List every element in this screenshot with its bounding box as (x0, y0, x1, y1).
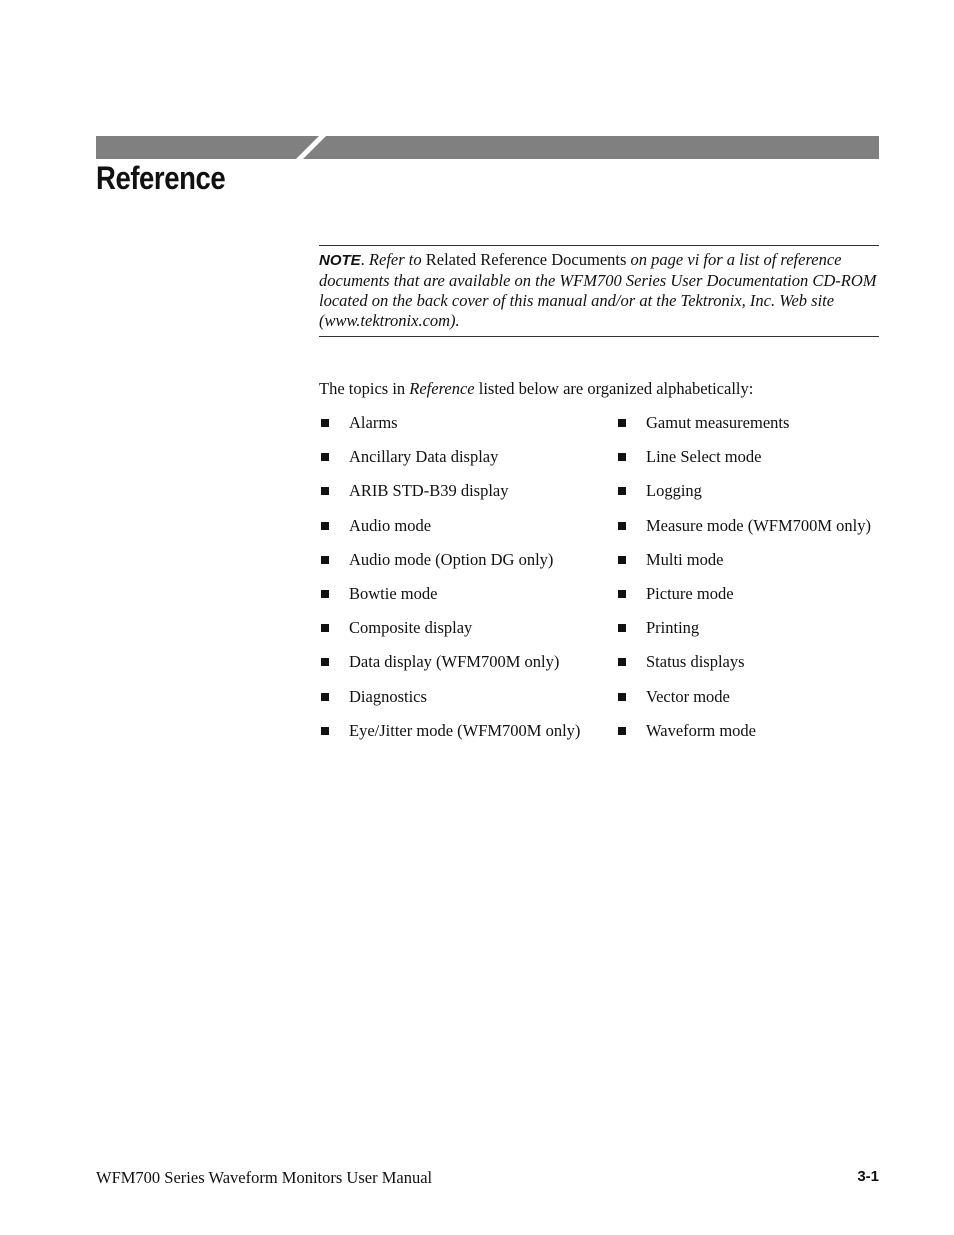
bullet-icon (321, 419, 329, 427)
bullet-icon (321, 727, 329, 735)
intro-after: listed below are organized alphabetically: (474, 379, 754, 398)
intro-paragraph (319, 379, 753, 399)
list-item: Composite display (319, 618, 580, 652)
bullet-icon (618, 453, 626, 461)
section-banner (96, 136, 879, 159)
bullet-icon (618, 556, 626, 564)
intro-emph: Reference (409, 379, 475, 398)
bullet-icon (618, 590, 626, 598)
note-label: NOTE (319, 252, 361, 269)
list-item: Bowtie mode (319, 584, 580, 618)
footer-manual-title: WFM700 Series Waveform Monitors User Manual (96, 1168, 433, 1187)
bullet-icon (321, 624, 329, 632)
note-box (319, 245, 879, 337)
list-item: Multi mode (616, 550, 871, 584)
list-item: Ancillary Data display (319, 447, 580, 481)
bullet-icon (618, 522, 626, 530)
list-item: Audio mode (Option DG only) (319, 550, 580, 584)
note-link-text: Related Reference Documents (421, 250, 631, 269)
list-item: Waveform mode (616, 721, 871, 755)
note-text-4: on page vi for a list of reference documents that are available on the WFM700 Series User Documentation CD-ROM located on the back cover of this manual and/or at the Tektronix, Inc. Web site (www.tektronix.com). (319, 250, 877, 330)
bullet-icon (321, 693, 329, 701)
footer-page-number: 3-1 (857, 1168, 879, 1185)
note-text-2: Refer to (368, 250, 422, 269)
bullet-icon (321, 487, 329, 495)
list-item: Alarms (319, 413, 580, 447)
list-item: Picture mode (616, 584, 871, 618)
list-item: Diagnostics (319, 687, 580, 721)
intro-before: The topics in (319, 379, 410, 398)
bullet-icon (618, 419, 626, 427)
list-item: Gamut measurements (616, 413, 871, 447)
bullet-icon (618, 727, 626, 735)
bullet-icon (321, 453, 329, 461)
bullet-icon (321, 522, 329, 530)
list-item: ARIB STD-B39 display (319, 481, 580, 515)
bullet-icon (321, 658, 329, 666)
list-item: Eye/Jitter mode (WFM700M only) (319, 721, 580, 755)
bullet-icon (618, 658, 626, 666)
list-item: Data display (WFM700M only) (319, 652, 580, 686)
bullet-icon (618, 693, 626, 701)
list-item: Status displays (616, 652, 871, 686)
list-item: Audio mode (319, 516, 580, 550)
list-item: Measure mode (WFM700M only) (616, 516, 871, 550)
bullet-icon (618, 624, 626, 632)
list-item: Vector mode (616, 687, 871, 721)
bullet-icon (321, 556, 329, 564)
bullet-icon (618, 487, 626, 495)
list-item: Printing (616, 618, 871, 652)
bullet-icon (321, 590, 329, 598)
list-item: Line Select mode (616, 447, 871, 481)
page-title: Reference (96, 160, 226, 196)
note-text-1: . (360, 250, 369, 269)
topic-list-right (616, 413, 871, 755)
topic-list-left (319, 413, 580, 755)
list-item: Logging (616, 481, 871, 515)
